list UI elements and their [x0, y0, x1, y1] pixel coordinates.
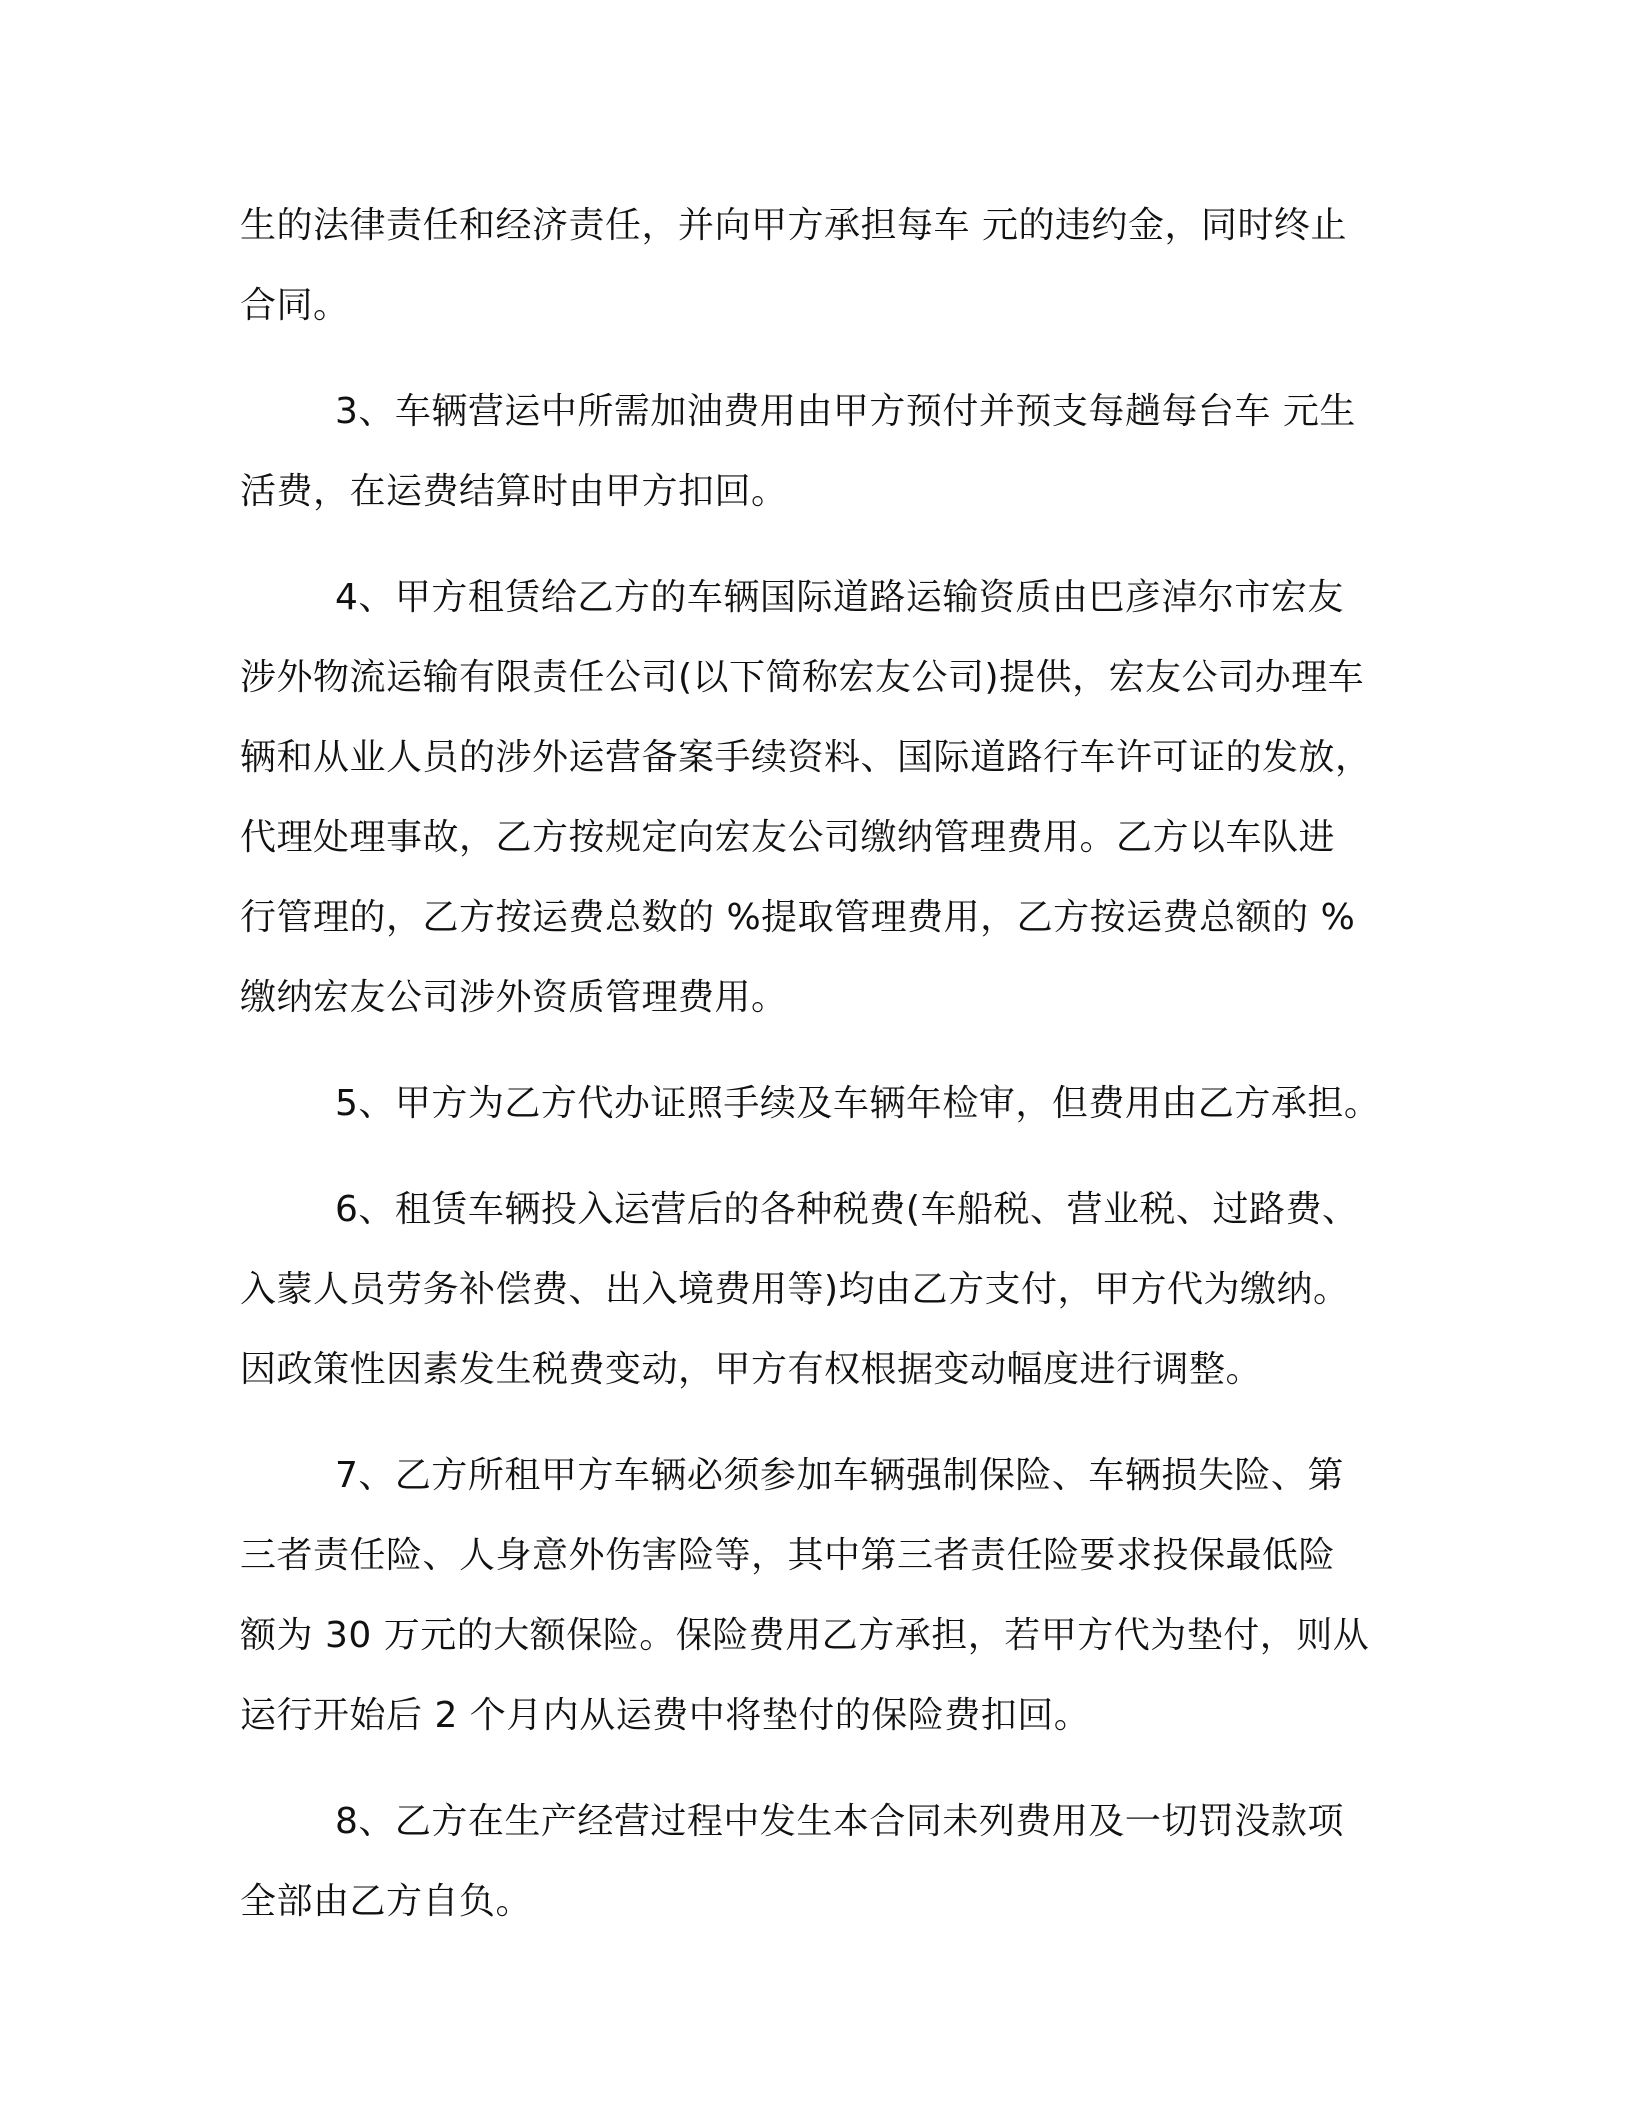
paragraph-clause-4	[240, 558, 1390, 1038]
text-line: 6、租赁车辆投入运营后的各种税费(车船税、营业税、过路费、	[335, 1189, 1359, 1230]
paragraph-clause-8	[240, 1782, 1390, 1942]
text-line: 活费，在运费结算时由甲方扣回。	[240, 471, 788, 512]
paragraph-clause-7	[240, 1436, 1390, 1756]
paragraph-clause-3	[240, 372, 1390, 532]
text-line: 全部由乙方自负。	[240, 1881, 533, 1922]
text-line: 合同。	[240, 285, 350, 326]
text-line: 因政策性因素发生税费变动，甲方有权根据变动幅度进行调整。	[240, 1349, 1263, 1390]
text-line: 缴纳宏友公司涉外资质管理费用。	[240, 977, 788, 1018]
paragraph-clause-5	[240, 1064, 1390, 1144]
text-line: 7、乙方所租甲方车辆必须参加车辆强制保险、车辆损失险、第	[335, 1455, 1344, 1496]
paragraph-continuation	[240, 186, 1390, 346]
text-line: 生的法律责任和经济责任，并向甲方承担每车 元的违约金，同时终止	[240, 205, 1347, 246]
text-line: 运行开始后 2 个月内从运费中将垫付的保险费扣回。	[240, 1695, 1091, 1736]
text-line: 三者责任险、人身意外伤害险等，其中第三者责任险要求投保最低险	[240, 1535, 1336, 1576]
text-line: 入蒙人员劳务补偿费、出入境费用等)均由乙方支付，甲方代为缴纳。	[240, 1269, 1350, 1310]
text-line: 代理处理事故，乙方按规定向宏友公司缴纳管理费用。乙方以车队进	[240, 817, 1336, 858]
document-body	[240, 186, 1390, 1942]
paragraph-clause-6	[240, 1170, 1390, 1410]
text-line: 涉外物流运输有限责任公司(以下简称宏友公司)提供，宏友公司办理车	[240, 657, 1365, 698]
text-line: 额为 30 万元的大额保险。保险费用乙方承担，若甲方代为垫付，则从	[240, 1615, 1370, 1656]
text-line: 3、车辆营运中所需加油费用由甲方预付并预支每趟每台车 元生	[335, 391, 1356, 432]
text-line: 8、乙方在生产经营过程中发生本合同未列费用及一切罚没款项	[335, 1801, 1344, 1842]
text-line: 5、甲方为乙方代办证照手续及车辆年检审，但费用由乙方承担。	[335, 1083, 1381, 1124]
text-line: 辆和从业人员的涉外运营备案手续资料、国际道路行车许可证的发放，	[240, 737, 1372, 778]
text-line: 行管理的，乙方按运费总数的 %提取管理费用，乙方按运费总额的 %	[240, 897, 1356, 938]
text-line: 4、甲方租赁给乙方的车辆国际道路运输资质由巴彦淖尔市宏友	[335, 577, 1344, 618]
